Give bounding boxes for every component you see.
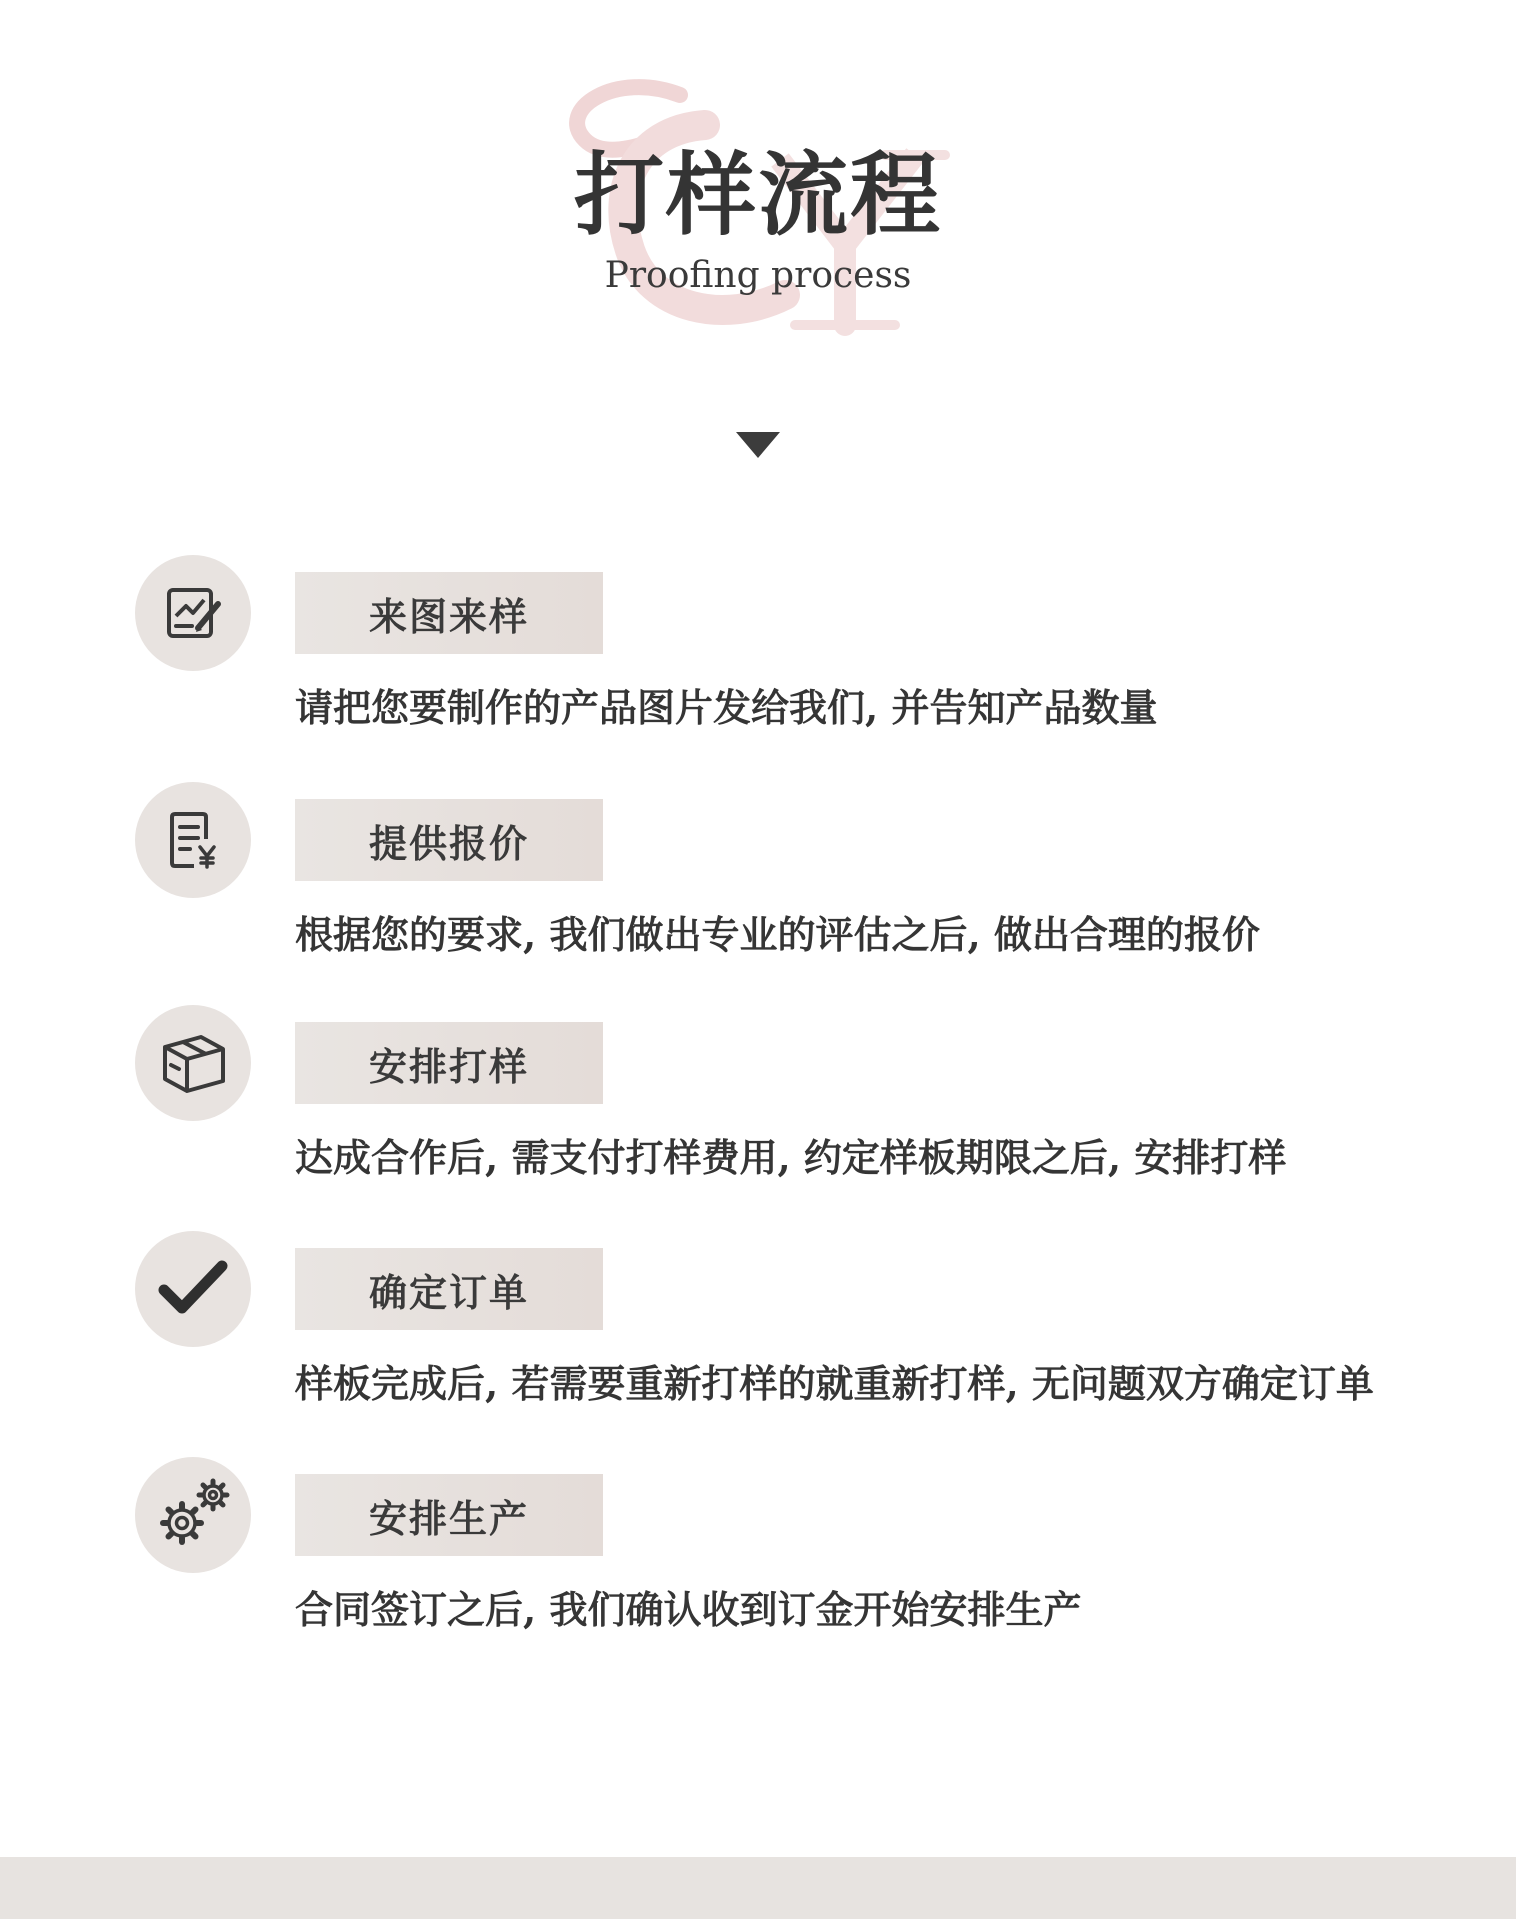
step-description: 达成合作后, 需支付打样费用, 约定样板期限之后, 安排打样 <box>295 1135 1287 1180</box>
edit-chart-icon <box>162 582 224 644</box>
step-icon-badge <box>135 1231 251 1347</box>
step-icon-badge <box>135 555 251 671</box>
gears-icon <box>155 1471 237 1553</box>
invoice-yen-icon <box>162 809 224 871</box>
box-icon <box>157 1027 229 1099</box>
check-icon <box>158 1254 228 1324</box>
process-step <box>0 555 1516 755</box>
step-label: 安排打样 <box>295 1022 603 1104</box>
page-title: 打样流程 <box>574 142 942 248</box>
step-description: 根据您的要求, 我们做出专业的评估之后, 做出合理的报价 <box>295 912 1260 957</box>
page-subtitle: Proofing process <box>604 255 912 296</box>
step-description: 合同签订之后, 我们确认收到订金开始安排生产 <box>295 1587 1082 1632</box>
step-label: 来图来样 <box>295 572 603 654</box>
step-label: 确定订单 <box>295 1248 603 1330</box>
process-step <box>0 1457 1516 1657</box>
process-step <box>0 782 1516 982</box>
footer-band <box>0 1857 1516 1919</box>
step-label: 安排生产 <box>295 1474 603 1556</box>
step-description: 请把您要制作的产品图片发给我们, 并告知产品数量 <box>295 685 1158 730</box>
process-step <box>0 1231 1516 1431</box>
step-icon-badge <box>135 782 251 898</box>
step-label: 提供报价 <box>295 799 603 881</box>
down-arrow-icon <box>736 432 780 458</box>
step-icon-badge <box>135 1457 251 1573</box>
step-description: 样板完成后, 若需要重新打样的就重新打样, 无问题双方确定订单 <box>295 1361 1374 1406</box>
process-step <box>0 1005 1516 1205</box>
step-icon-badge <box>135 1005 251 1121</box>
